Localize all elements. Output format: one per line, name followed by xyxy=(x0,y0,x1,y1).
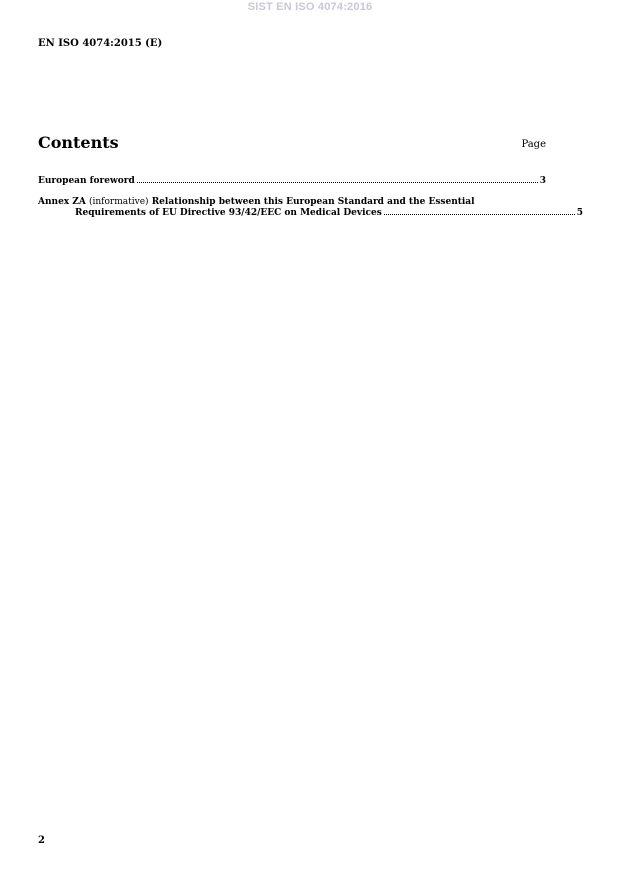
document-id-header: EN ISO 4074:2015 (E) xyxy=(38,38,163,49)
page-column-label: Page xyxy=(521,139,546,150)
table-of-contents xyxy=(38,176,583,219)
watermark-text: SIST EN ISO 4074:2016 xyxy=(247,1,373,13)
toc-entry-line1 xyxy=(38,197,475,208)
page-number: 2 xyxy=(38,835,45,846)
toc-entry-page: 5 xyxy=(576,208,583,218)
annex-title-line2: Requirements of EU Directive 93/42/EEC on Medical Devices xyxy=(75,208,382,218)
toc-entry-annex-za[interactable] xyxy=(38,197,583,219)
toc-entry-european-foreword[interactable] xyxy=(38,176,546,187)
dot-leader xyxy=(384,214,575,215)
contents-heading: Contents xyxy=(38,133,119,152)
annex-qualifier: (informative) xyxy=(89,197,149,207)
dot-leader xyxy=(137,182,538,183)
annex-prefix: Annex ZA xyxy=(38,197,86,207)
toc-entry-page: 3 xyxy=(539,176,546,186)
toc-entry-title: European foreword xyxy=(38,176,135,186)
annex-title-line1: Relationship between this European Standard and the Essential xyxy=(151,197,475,207)
